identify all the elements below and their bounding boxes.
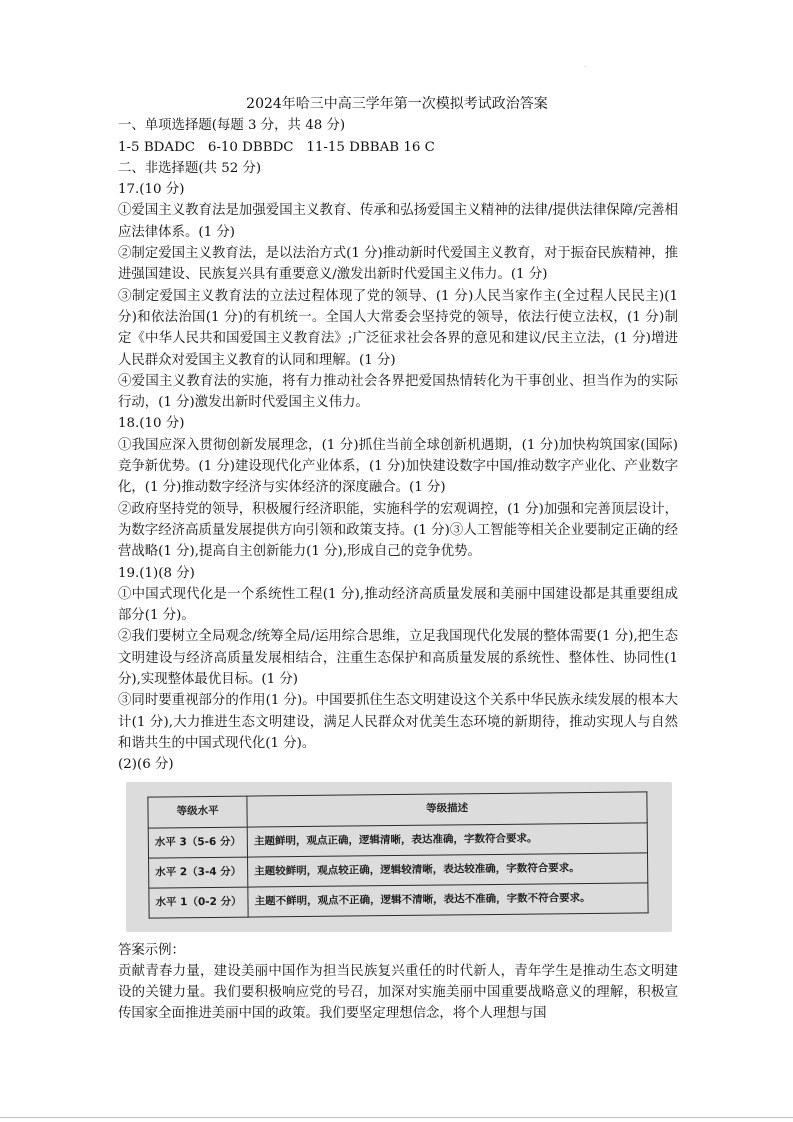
q19-point-1: ①中国式现代化是一个系统性工程(1 分),推动经济高质量发展和美丽中国建设都是其重要组成部分(1 分)。 (118, 586, 678, 624)
section1-answers: 1-5 BDADC 6-10 DBBDC 11-15 DBBAB 16 C (118, 139, 435, 155)
grade-desc: 主题不鲜明，观点不正确，逻辑不清晰，表达不准确，字数不符合要求。 (248, 882, 648, 916)
q17-point-2: ②制定爱国主义教育法，是以法治方式(1 分)推动新时代爱国主义教育，对于振奋民族精神，推进强国建设、民族复兴具有重要意义/激发出新时代爱国主义伟力。(1 分) (118, 246, 678, 283)
corner-mark: . (584, 62, 586, 69)
page-bottom-rule (0, 1117, 793, 1118)
grade-level: 水平 3（5-6 分） (148, 827, 247, 858)
grade-table (147, 791, 648, 918)
q19-point-3: ③同时要重视部分的作用(1 分)。中国要抓住生态文明建设这个关系中华民族永续发展的根本大计(1 分),大力推进生态文明建设，满足人民群众对优美生态环境的新期待，推动实现人与自然和谐共生的中国式现代化(1 分)。 (118, 693, 678, 751)
grade-table-row (149, 852, 648, 887)
grade-desc: 主题较鲜明，观点较正确，逻辑较清晰，表达较准确，字数符合要求。 (248, 852, 648, 886)
grade-header-level: 等级水平 (148, 796, 247, 828)
section1-heading: 一、单项选择题(每题 3 分，共 48 分) (118, 118, 346, 134)
q17-point-1: ①爱国主义教育法是加强爱国主义教育、传承和弘扬爱国主义精神的法律/提供法律保障/完善相应法律体系。(1 分) (118, 203, 678, 240)
grade-desc: 主题鲜明，观点正确，逻辑清晰，表达准确，字数符合要求。 (247, 822, 647, 856)
q18-point-2: ②政府坚持党的领导，积极履行经济职能，实施科学的宏观调控，(1 分)加强和完善顶层设计，为数字经济高质量发展提供方向引领和政策支持。(1 分)③人工智能等相关企业要制定正确的经营战略(1 分),提高自主创新能力(1 分),形成自己的竞争优势。 (118, 501, 678, 560)
q18-heading: 18.(10 分) (118, 416, 185, 432)
grade-table-photo (126, 782, 672, 932)
answer-document (118, 94, 678, 1025)
grade-level: 水平 1（0-2 分） (149, 887, 248, 918)
example-answer: 贡献青春力量，建设美丽中国作为担当民族复兴重任的时代新人，青年学生是推动生态文明建设的关键力量。我们要积极响应党的号召，加深对实施美丽中国重要战略意义的理解，积极宣传国家全面推进美丽中国的政策。我们要坚定理想信念，将个人理想与国 (118, 963, 678, 1022)
example-heading: 答案示例： (118, 942, 185, 958)
q19-point-2: ②我们要树立全局观念/统筹全局/运用综合思维，立足我国现代化发展的整体需要(1 分),把生态文明建设与经济高质量发展相结合，注重生态保护和高质量发展的系统性、整体性、协同性(1 分),实现整体最优目标。(1 分) (118, 629, 678, 688)
grade-header-desc: 等级描述 (247, 791, 647, 826)
q19-part2-heading: (2)(6 分) (118, 757, 174, 773)
grade-table-header-row (148, 791, 647, 827)
q19-heading: 19.(1)(8 分) (118, 565, 195, 581)
document-title: 2024年哈三中高三学年第一次模拟考试政治答案 (246, 96, 548, 112)
grade-table-row (148, 822, 647, 857)
q17-heading: 17.(10 分) (118, 182, 185, 198)
q17-point-3: ③制定爱国主义教育法的立法过程体现了党的领导、(1 分)人民当家作主(全过程人民民主)(1 分)和依法治国(1 分)的有机统一。全国人大常委会坚持党的领导，依法行使立法权，(1 分)制定《中华人民共和国爱国主义教育法》;广泛征求社会各界的意见和建议/民主立法，(1 分)增进人民群众对爱国主义教育的认同和理解。(1 分) (118, 288, 678, 368)
section2-heading: 二、非选择题(共 52 分) (118, 160, 262, 176)
q17-point-4: ④爱国主义教育法的实施，将有力推动社会各界把爱国热情转化为干事创业、担当作为的实际行动，(1 分)激发出新时代爱国主义伟力。 (118, 373, 678, 411)
q18-point-1: ①我国应深入贯彻创新发展理念，(1 分)抓住当前全球创新机遇期，(1 分)加快构筑国家(国际)竞争新优势。(1 分)建设现代化产业体系，(1 分)加快建设数字中国/推动数字产业化、产业数字化，(1 分)推动数字经济与实体经济的深度融合。(1 分) (118, 437, 678, 496)
grade-level: 水平 2（3-4 分） (149, 857, 248, 888)
grade-table-row (149, 882, 648, 917)
